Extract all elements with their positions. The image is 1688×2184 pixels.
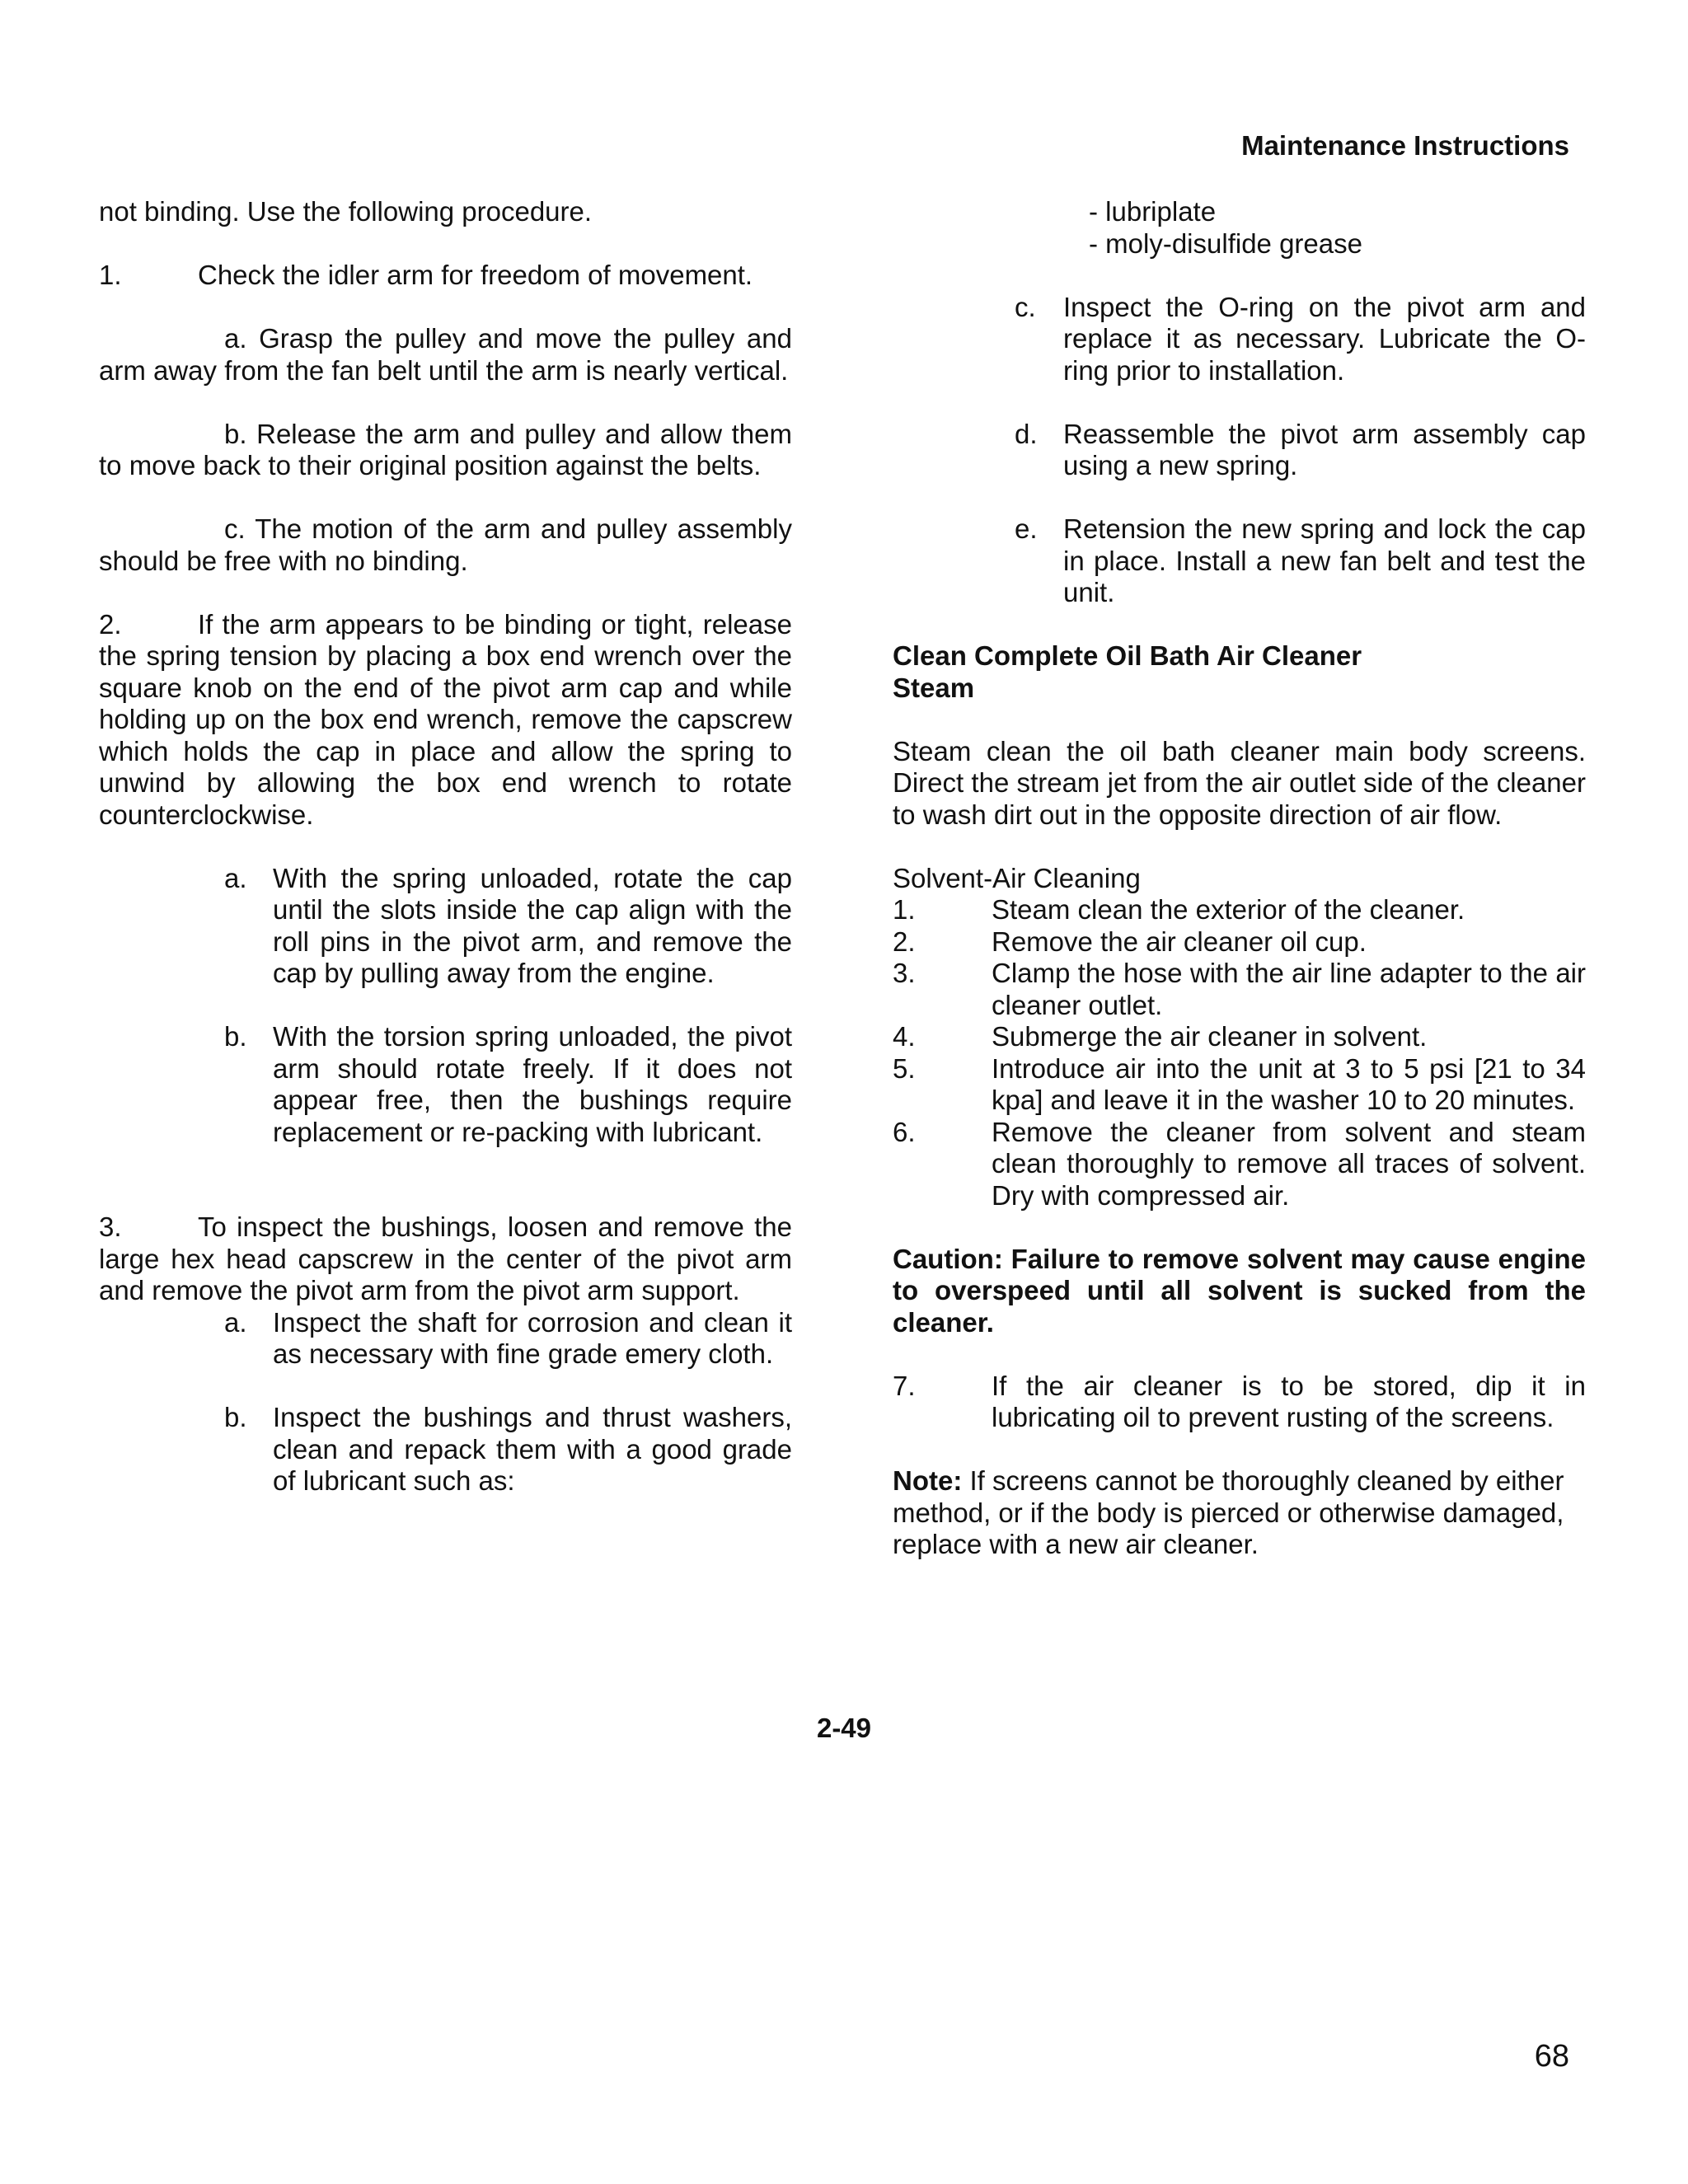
step-1-number: 1. [99, 260, 122, 290]
solvent-title: Solvent-Air Cleaning [893, 862, 1141, 893]
step-e-letter: e. [1015, 513, 1038, 544]
list-item-text: Remove the cleaner from solvent and steam clean thoroughly to remove all traces of solvent. Dry with compressed air. [992, 1116, 1586, 1211]
step-2-number: 2. [99, 608, 122, 640]
step-2b-letter: b. [224, 1021, 247, 1052]
list-item [893, 1021, 1586, 1053]
section-heading [893, 640, 1586, 704]
list-item-text: Submerge the air cleaner in solvent. [992, 1021, 1428, 1052]
step-3b [224, 1402, 792, 1497]
note-paragraph [893, 1465, 1586, 1561]
step-e-text: Retension the new spring and lock the cap in place. Install a new fan belt and test the unit. [1063, 513, 1586, 607]
step-c [1015, 292, 1586, 387]
step-e [1015, 513, 1586, 609]
step-c-text: Inspect the O-ring on the pivot arm and replace it as necessary. Lubricate the O-ring prior to installation. [1063, 291, 1586, 386]
list-item-number: 1. [893, 894, 916, 925]
step-1 [99, 260, 792, 292]
list-item-text: Clamp the hose with the air line adapter to the air cleaner outlet. [992, 958, 1586, 1020]
solvent-steps-list [893, 894, 1586, 1212]
list-item-number: 4. [893, 1021, 916, 1052]
step-3b-text: Inspect the bushings and thrust washers, clean and repack them with a good grade of lubricant such as: [273, 1402, 792, 1496]
step-c-letter: c. [1015, 291, 1036, 322]
note-label: Note: [893, 1465, 963, 1496]
step-2a-text: With the spring unloaded, rotate the cap until the slots inside the cap align with the roll pins in the pivot arm, and remove the cap by pulling away from the engine. [273, 862, 792, 988]
step-2b [224, 1021, 792, 1148]
section-title-line-2: Steam [893, 672, 975, 703]
running-header: Maintenance Instructions [1241, 130, 1569, 161]
step-d-letter: d. [1015, 418, 1038, 449]
section-title-line-1: Clean Complete Oil Bath Air Cleaner [893, 640, 1362, 671]
left-column [99, 196, 792, 1497]
step-3-number: 3. [99, 1212, 122, 1242]
list-item [893, 894, 1586, 926]
list-item-text: Remove the air cleaner oil cup. [992, 926, 1367, 957]
step-1c: c. The motion of the arm and pulley assembly should be free with no binding. [99, 513, 792, 576]
step-3a [224, 1307, 792, 1371]
step-3a-text: Inspect the shaft for corrosion and clean it as necessary with fine grade emery cloth. [273, 1306, 792, 1369]
step-2-text: If the arm appears to be binding or tight, release the spring tension by placing a box end wrench over the square knob on the end of the pivot arm cap and while holding up on the box end wrench, remove the capscrew which holds the cap in place and allow the spring to unwind by allowing the box end wrench to rotate counterclockwise. [99, 608, 792, 830]
list-item [893, 958, 1586, 1021]
note-text: If screens cannot be thoroughly cleaned by either method, or if the body is pierced or otherwise damaged, replace with a new air cleaner. [893, 1465, 1564, 1559]
lubricant-option-2: - moly-disulfide grease [1089, 227, 1362, 259]
step-3-text: To inspect the bushings, loosen and remove the large hex head capscrew in the center of the pivot arm and remove the pivot arm from the pivot arm support. [99, 1212, 792, 1305]
page-number: 68 [1534, 2039, 1569, 2074]
list-item-text: Steam clean the exterior of the cleaner. [992, 894, 1465, 925]
step-1b: b. Release the arm and pulley and allow them to move back to their original position against the belts. [99, 418, 792, 480]
step-3 [99, 1212, 792, 1307]
step-3a-letter: a. [224, 1306, 247, 1338]
step-1-text: Check the idler arm for freedom of movement. [198, 260, 753, 290]
lubricant-option-1: - lubriplate [1089, 196, 1217, 227]
step-7-text: If the air cleaner is to be stored, dip it in lubricating oil to prevent rusting of the screens. [992, 1370, 1586, 1432]
right-column [893, 196, 1586, 1592]
list-item-text: Introduce air into the unit at 3 to 5 psi [21 to 34 kpa] and leave it in the washer 10 to 20 minutes. [992, 1052, 1586, 1115]
step-2a [224, 863, 792, 990]
list-item-number: 2. [893, 926, 916, 957]
list-item [893, 926, 1586, 958]
steam-paragraph: Steam clean the oil bath cleaner main body screens. Direct the stream jet from the air outlet side of the cleaner to wash dirt out in the opposite direction of air flow. [893, 735, 1586, 830]
step-2a-letter: a. [224, 862, 247, 893]
step-2 [99, 609, 792, 832]
list-item [893, 1053, 1586, 1117]
step-1a: a. Grasp the pulley and move the pulley and arm away from the fan belt until the arm is nearly vertical. [99, 323, 792, 386]
step-7 [893, 1371, 1586, 1434]
page-code: 2-49 [816, 1713, 872, 1743]
step-2b-text: With the torsion spring unloaded, the pivot arm should rotate freely. If it does not appear free, then the bushings require replacement or re-packing with lubricant. [273, 1021, 792, 1147]
list-item-number: 3. [893, 958, 916, 988]
step-7-number: 7. [893, 1370, 916, 1401]
list-item [893, 1117, 1586, 1212]
intro-text: not binding. Use the following procedure. [99, 196, 593, 227]
caution-text: Caution: Failure to remove solvent may cause engine to overspeed until all solvent is sucked from the cleaner. [893, 1243, 1586, 1338]
list-item-number: 5. [893, 1052, 916, 1084]
step-3b-letter: b. [224, 1402, 247, 1432]
step-d-text: Reassemble the pivot arm assembly cap using a new spring. [1063, 418, 1586, 480]
step-d [1015, 419, 1586, 482]
list-item-number: 6. [893, 1116, 916, 1147]
